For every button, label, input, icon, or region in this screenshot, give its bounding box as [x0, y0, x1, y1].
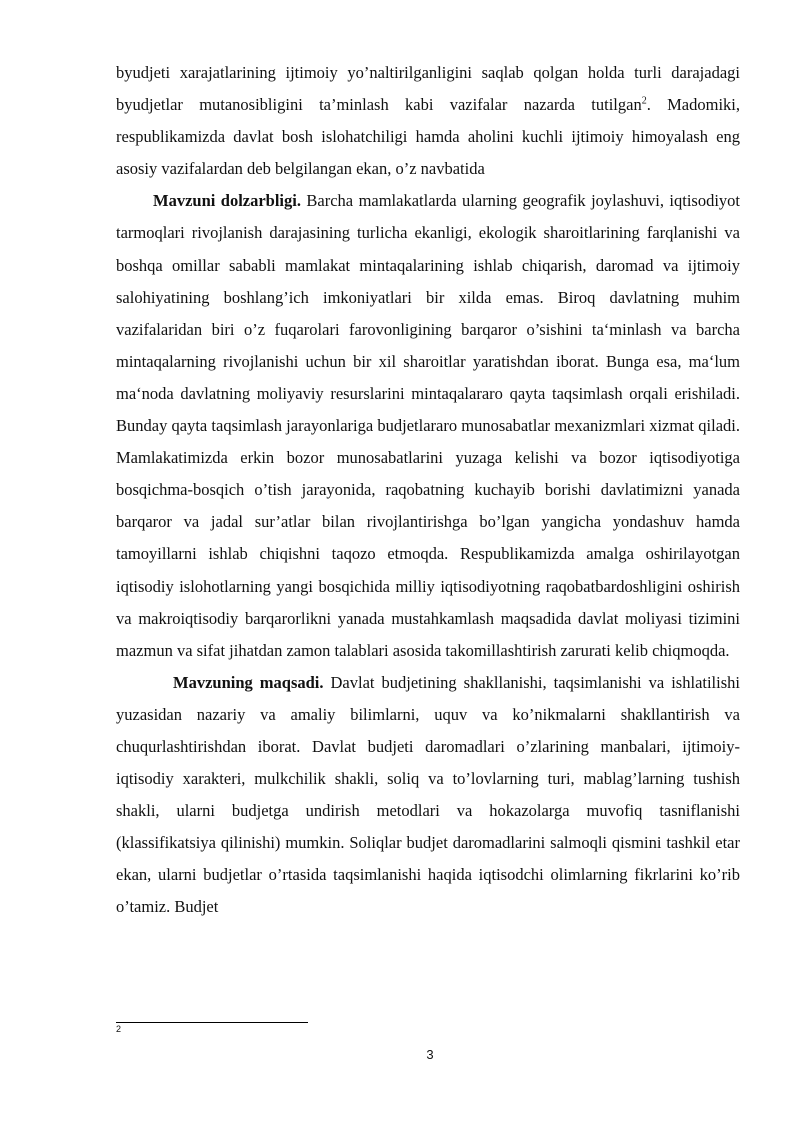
page-number: 3: [426, 1047, 434, 1062]
paragraph-relevance-text: Barcha mamlakatlarda ularning geografik joylashuvi, iqtisodiyot tarmoqlari rivojlanish darajasining turlicha ekanligi, ekologik sharoitlarining farqlanishi va boshqa omillar sababli mamlakat mintaqalarining ishlab chiqarish, daromad va ijtimoiy salohiyatining boshlang’ich imkoniyatlari bir xilda emas. Biroq davlatning muhim vazifalaridan biri o’z fuqarolari farovonligining barqaror o’sishini ta‘minlash va barcha mintaqalarning rivojlanishi uchun bir xil sharoitlar yaratishdan iborat. Bunga esa, ma‘lum ma‘noda davlatning moliyaviy resurslarini mintaqalararo qayta taqsimlash orqali erishiladi. Bunday qayta taqsimlash jarayonlariga budjetlararo munosabatlar mexanizmlari xizmat qiladi. Mamlakatimizda erkin bozor munosabatlarini yuzaga kelishi va bozor iqtisodiyotiga bosqichma-bosqich o’tish jarayonida, raqobatning kuchayib borishi davlatimizni yanada barqaror va jadal sur’atlar bilan rivojlantirishga bo’lgan yangicha yondashuv hamda tamoyillarni ishlab chiqishni taqozo etmoqda. Respublikamizda amalga oshirilayotgan iqtisodiy islohotlarning yangi bosqichida milliy iqtisodiyotning raqobatbardoshligini oshirish va makroiqtisodiy barqarorlikni yanada mustahkamlash maqsadida davlat moliyasi tizimini mazmun va sifat jihatdan zamon talablari asosida takomillashtirish zarurati kelib chiqmoqda.: [116, 191, 740, 660]
footnote-reference: 2: [641, 95, 647, 107]
paragraph-intro-continuation: . Madomiki, respublikamizda davlat bosh islohatchiligi hamda aholini kuchli ijtimoiy himoyalash eng asosiy vazifalardan deb belgilangan ekan, o’z navbatida: [116, 95, 741, 179]
paragraph-intro-text: byudjeti xarajatlarining ijtimoiy yo’naltirilganligini saqlab qolgan holda turli darajadagi byudjetlar mutanosibligini ta’minlash kabi vazifalar nazarda tutilgan: [116, 63, 740, 115]
paragraph-goal-heading: Mavzuning maqsadi.: [173, 672, 324, 692]
footnote-number: 2: [116, 1024, 122, 1034]
paragraph-intro: [116, 57, 740, 185]
paragraph-relevance-heading: Mavzuni dolzarbligi.: [153, 191, 301, 211]
body-text: [116, 57, 740, 924]
paragraph-relevance: [116, 185, 740, 666]
paragraph-goal: [116, 667, 740, 924]
paragraph-goal-text: Davlat budjetining shakllanishi, taqsimlanishi va ishlatilishi yuzasidan nazariy va amaliy bilimlarni, uquv va ko’nikmalarni shakllantirish va chuqurlashtirishdan iborat. Davlat budjeti daromadlari o’zlarining manbalari, ijtimoiy-iqtisodiy xarakteri, mulkchilik shakli, soliq va to’lovlarning turi, mablag’larning tushish shakli, ularni budjetga undirish metodlari va hokazolarga muvofiq tasniflanishi (klassifikatsiya qilinishi) mumkin. Soliqlar budjet daromadlarini salmoqli qismini tashkil etar ekan, ularni budjetlar o’rtasida taqsimlanishi haqida iqtisodchi olimlarning fikrlarini ko’rib o’tamiz. Budjet: [116, 672, 740, 917]
footnote-separator: [116, 1022, 308, 1023]
